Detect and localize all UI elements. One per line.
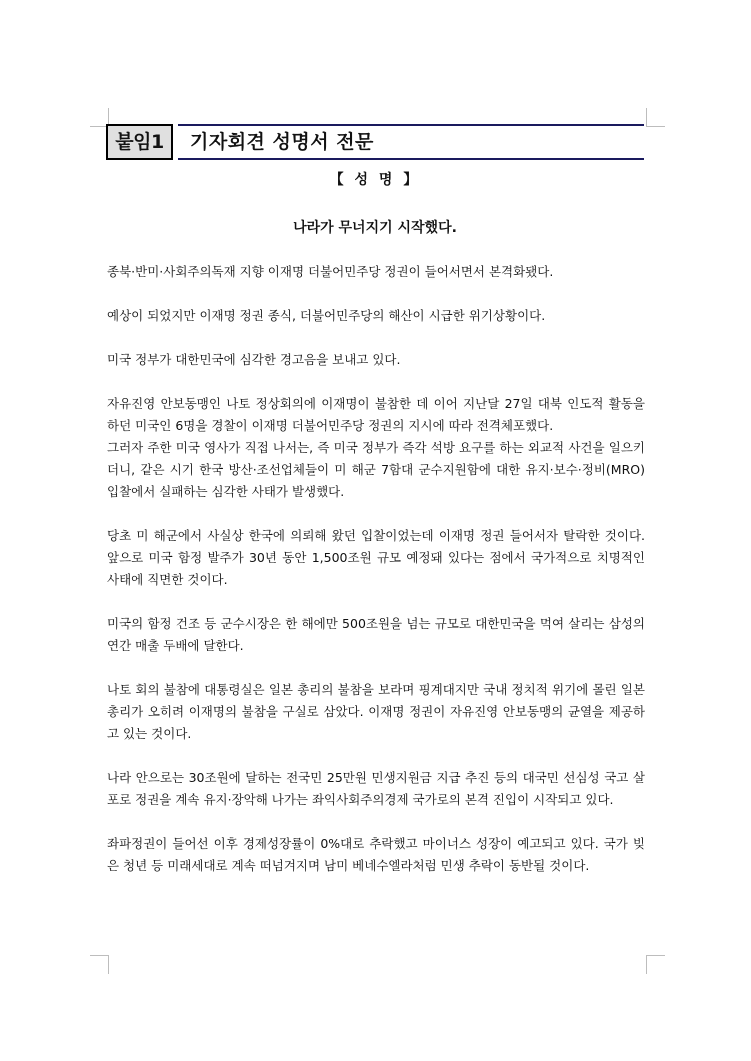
crop-mark-bottom-right: [646, 955, 665, 974]
paragraph: 자유진영 안보동맹인 나토 정상회의에 이재명이 불참한 데 이어 지난달 27일 대북 인도적 활동을 하던 미국인 6명을 경찰이 이재명 더불어민주당 정권의 지시에 따라 전격체포했다.: [107, 396, 645, 433]
paragraph: 미국 정부가 대한민국에 심각한 경고음을 보내고 있다.: [107, 352, 401, 367]
statement-title: 【 성 명 】: [329, 172, 421, 188]
paragraph: 종북·반미·사회주의독재 지향 이재명 더불어민주당 정권이 들어서면서 본격화됐다.: [107, 264, 554, 279]
paragraph: 그러자 주한 미국 영사가 직접 나서는, 즉 미국 정부가 즉각 석방 요구를 하는 외교적 사건을 일으키더니, 같은 시기 한국 방산·조선업체들이 미 해군 7함대 군수지원함에 대한 유지·보수·정비(MRO) 입찰에서 실패하는 심각한 사태가 발생했다.: [107, 440, 645, 499]
crop-mark-top-right: [646, 108, 665, 127]
paragraph: 나토 회의 불참에 대통령실은 일본 총리의 불참을 보라며 핑계대지만 국내 정치적 위기에 몰린 일본 총리가 오히려 이재명의 불참을 구실로 삼았다. 이재명 정권이 자유진영 안보동맹의 균열을 제공하고 있는 것이다.: [107, 682, 645, 741]
document-header: [106, 124, 644, 162]
crop-mark-bottom-left: [90, 955, 109, 974]
paragraph: 예상이 되었지만 이재명 정권 종식, 더불어민주당의 해산이 시급한 위기상황이다.: [107, 308, 546, 323]
statement-body: [107, 261, 645, 899]
paragraph: 좌파정권이 들어선 이후 경제성장률이 0%대로 추락했고 마이너스 성장이 예고되고 있다. 국가 빚은 청년 등 미래세대로 계속 떠넘겨지며 남미 베네수엘라처럼 민생 추락이 동반될 것이다.: [107, 836, 645, 873]
document-title: 기자회견 성명서 전문: [178, 124, 644, 160]
paragraph: 당초 미 해군에서 사실상 한국에 의뢰해 왔던 입찰이었는데 이재명 정권 들어서자 탈락한 것이다. 앞으로 미국 함정 발주가 30년 동안 1,500조원 규모 예정돼 있다는 점에서 국가적으로 치명적인 사태에 직면한 것이다.: [107, 528, 645, 587]
statement-headline: 나라가 무너지기 시작했다.: [293, 220, 457, 236]
paragraph: 나라 안으로는 30조원에 달하는 전국민 25만원 민생지원금 지급 추진 등의 대국민 선심성 국고 살포로 정권을 계속 유지·장악해 나가는 좌익사회주의경제 국가로의 본격 진입이 시작되고 있다.: [107, 770, 645, 807]
attachment-label: 붙임1: [106, 124, 173, 160]
paragraph: 미국의 함정 건조 등 군수시장은 한 해에만 500조원을 넘는 규모로 대한민국을 먹여 살리는 삼성의 연간 매출 두배에 달한다.: [107, 616, 645, 653]
